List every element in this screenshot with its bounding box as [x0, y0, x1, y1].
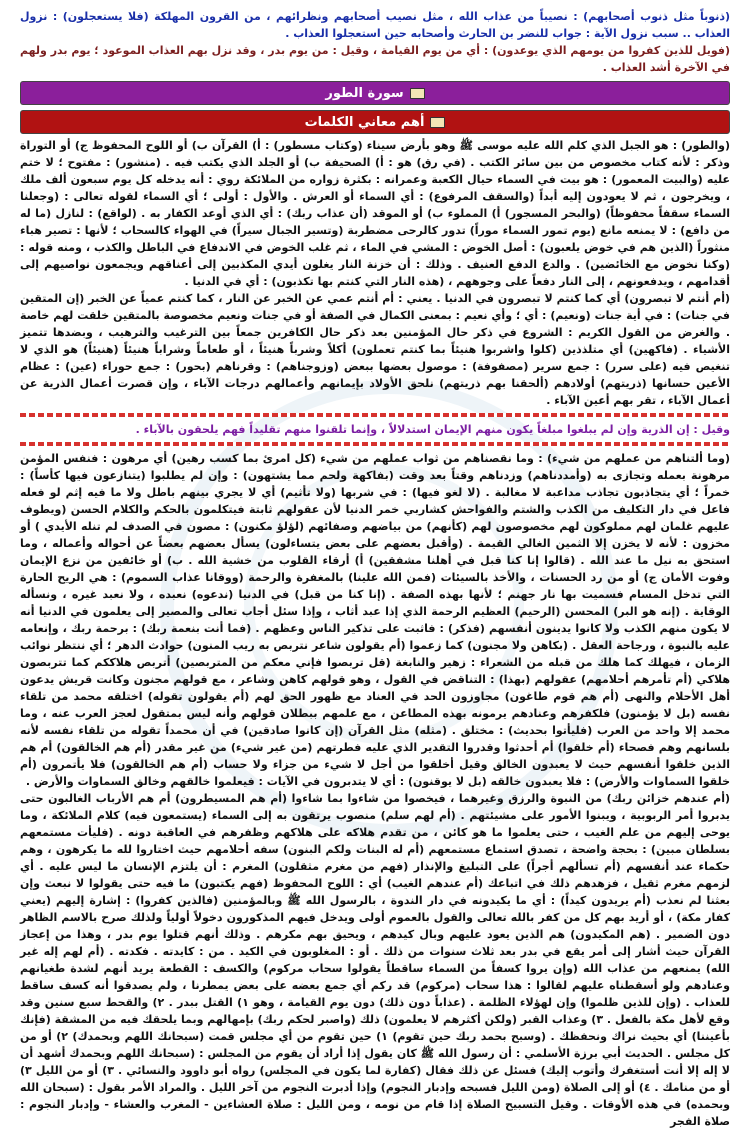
paragraph-4: (أم عندهم خزائن ربك) من النبوة والرزق وغيرهما ، فيخصوا من شاءوا بما شاءوا (أم هم المسيطرون) أم هم الأرباب الغالبون حتى يدبروا أمر الربوبية ، ويبنوا الأمور على مشيئتهم . (أم لهم سلم) منصوب يرتقون به إلى السماء (يستمعون فيه) كلام الملائكة ، وما يوحى إليهم من علم الغيب ، حتى يعلموا ما هو كائن ، من تقدم هلاكه على هلاكهم وظفرهم في العاقبة دونه . (فليأت مستمعهم بسلطان مبين) : بحجة واضحة ، تصدق استماع مستمعهم (أم له البنات ولكم البنون) سفه أحلامهم حيث اختاروا لله ما يكرهون ، وهم حكماء عند أنفسهم (أم تسألهم أجراً) على التبليغ والإنذار (فهم من مغرم مثقلون) المغرم : أن يلتزم الإنسان ما ليس عليه . أي لزمهم مغرم ثقيل ، فزهدهم ذلك في اتباعك (أم عندهم الغيب) أي : اللوح المحفوظ (فهم يكتبون) ما فيه حتى يقولوا لا نبعث وإن بعثنا لم نعذب (أم يريدون كيداً) : أي ما يكيدونه في دار الندوة ، بالرسول الله ﷺ وبالمؤمنين (فالذين كفروا) : إشارة إليهم (يعني كفار مكة) ، أو أريد بهم كل من كفر بالله تعالى والقول بالعموم أولى ويدخل فيهم المذكورون دخولاً أولياً ولذلك صرح بالاسم الظاهر دون الضمير . (هم المكيدون) هم الذين يعود عليهم وبال كيدهم ، ويحيق بهم مكرهم . وذلك أنهم قتلوا يوم بدر ، وهذا من إعجاز القرآن حيث أشار إلى أمر يقع في بدر بعد ثلاث سنوات من ذلك . أو : المغلوبون في الكيد . من : كايدته . فكدته . (أم لهم إله غير الله) يمنعهم من عذاب الله (وإن يروا كسفاً من السماء ساقطاً يقولوا سحاب مركوم) والكسف : القطعة يريد أنهم لشدة طغيانهم وعنادهم ولو أسقطناه عليهم لقالوا : هذا سحاب (مركوم) قد ركم أي جمع بعضه على بعض يمطرنا ، ولم يصدقوا أنه كسف ساقط للعذاب . (وإن للذين ظلموا) وإن لهؤلاء الظلمة . (عذاباً دون ذلك) دون يوم القيامة ، وهو ١) القتل ببدر . ٢) والقحط سبع سنين وقد وقع لأهل مكة بالفعل . ٣) وعذاب القبر (ولكن أكثرهم لا يعلمون) ذلك (واصبر لحكم ربك) بإمهالهم وبما يلحقك فيه من المشقة (فإنك بأعيننا) أي بحيث نراك ونحفظك . (وسبح بحمد ربك حين تقوم) ١) حين تقوم من أي مجلس قمت (سبحانك اللهم وبحمدك) ٢) أو من كل مجلس . الحديث أبي برزة الأسلمي : أن رسول الله ﷺ كان يقول إذا أراد أن يقوم من المجلس : (سبحانك اللهم وبحمدك أشهد أن لا إله إلا أنت أستغفرك وأتوب إليك) فسئل عن ذلك فقال (كفارة لما يكون في المجلس) رواه أبو داوود والنسائي . ٣) أو من الليل ٣) أو من منامك . ٤) أو إلى الصلاة (ومن الليل فسبحه وإدبار النجوم) وإذا أدبرت النجوم من آخر الليل . والمراد الأمر بقول : (سبحان الله وبحمده) في هذه الأوقات . وقيل التسبيح الصلاة إذا قام من نومه ، ومن الليل : صلاة العشاءين - المغرب والعشاء - وإدبار النجوم : صلاة الفجر [20, 792, 730, 1128]
surah-title-bar [20, 81, 730, 105]
surah-title: سورة الطور [325, 85, 404, 101]
intro-line-2: (فويل للذين كفروا من يومهم الذي يوعدون) : أي من يوم القيامة ، وقيل : من يوم بدر ، وقد نزل بهم العذاب الموعود ؛ يوم بدر ولهم في الآخرة أشد العذاب . [20, 44, 730, 74]
book-icon [430, 117, 445, 128]
book-icon [410, 88, 425, 99]
meanings-title-bar [20, 110, 730, 134]
paragraph-2: (أم أنتم لا تبصرون) أي كما كنتم لا تبصرون في الدنيا . يعني : أم أنتم عمي عن الخبر عن النار ، كما كنتم عمياً عن الخبر (إن المتقين في جنات) : في أية جنات (ونعيم) : أي ؛ وأي نعيم : بمعنى الكمال في الصفة أو في جنات ونعيم مخصوصة بالمتقين خلقت لهم خاصة . والغرض من القول الكريم : الشروع في ذكر حال المؤمنين بعد ذكر حال الكافرين جمعاً بين الترغيب والترهيب ، وبضدها تتميز الأشياء . (فاكهين) أي متلذذين (كلوا واشربوا هنيئاً بما كنتم تعملون) أكلاً وشرباً هنيئاً ، أو طعاماً وشراباً هنيئاً (هنيئاً) هو الذي لا تنغيص فيه (على سرر) : جمع سرير (مصفوفة) : موصول بعضها ببعض (وزوجناهم) : وقرناهم (بحور) : جمع حوراء (عين) : عظام الأعين حسانها (ذريتهم) أولادهم (ألحقنا بهم ذريتهم) نلحق الأولاد بإيمانهم وأعمالهم درجات الآباء ، وإن قصرت أعمال الذرية عن أعمال الآباء ، تقر بهم أعين الآباء . [20, 292, 730, 407]
paragraph-1: (والطور) : هو الجبل الذي كلم الله عليه موسى ﷺ وهو بأرض سيناء (وكتاب مسطور) : أ) القرآن ب) أو اللوح المحفوظ ج) أو التوراة وذكر : لأنه كتاب مخصوص من بين سائر الكتب . (في رق) هو : أ) الصحيفة ب) أو الجلد الذي يكتب فيه . (منشور) : مفتوح ؛ لا ختم عليه (والبيت المعمور) : هو بيت في السماء حيال الكعبة وعمرانه : بكثرة زواره من الملائكة روي : أنه يدخله كل يوم سبعون ألف ملك ، ويخرجون ، ثم لا يعودون إليه أبداً (والسقف المرفوع) : أي السماء أو العرش . والأول : أولى ؛ أي السماء لقوله تعالى : (وجعلنا السماء سقفاً محفوظاً) (والبحر المسجور) أ) المملوء ب) أو الموقد (أن عذاب ربك) : أي الذي أوعد الكفار به . (لواقع) : لنازل (ما له من دافع) : لا يمنعه مانع (يوم تمور السماء موراً) تدور كالرحى مضطربة (وتسير الجبال سيراً) في الهواء كالسحاب ؛ لأنها : تصير هباء منثوراً (الذين هم في خوض يلعبون) : أصل الخوض : المشي في الماء ، ثم غلب الخوض في الاندفاع في الباطل والكذب ، ومنه قوله : (وكنا نخوض مع الخائضين) . والدع الدفع العنيف . وذلك : أن خزنة النار يغلون أيدي المكذبين إلى أعناقهم ويجمعون نواصيهم إلى أقدامهم ، ويدفعونهم ، إلى النار دفعاً على وجوههم ، (هذه النار التي كنتم بها تكذبون) : أي في الدنيا . [20, 139, 730, 288]
divider [20, 413, 730, 417]
meanings-title: أهم معاني الكلمات [304, 114, 425, 130]
document-page [20, 8, 730, 1130]
divider [20, 442, 730, 446]
note-line: وقيل : إن الذرية وإن لم يبلغوا مبلغاً يكون منهم الإيمان استدلالاً ، وإنما تلقنوا منهم تقليداً فهم يلحقون بالآباء . [135, 423, 730, 436]
paragraph-3: (وما ألتناهم من عملهم من شيء) : وما نقصناهم من ثواب عملهم من شيء (كل امرئ بما كسب رهين) أي مرهون : فنفس المؤمن مرهونة بعمله وتجازى به (وأمددناهم) وزدناهم وقتاً بعد وقت (بفاكهة ولحم مما يشتهون) : وإن لم يطلبوا (يتنازعون فيها كأساً) : خمراً ؛ أي يتجاذبون تجاذب مداعبة لا مغالبة . (لا لغو فيها) : في شربها (ولا تأثيم) أي لا يجري بينهم باطل ولا ما فيه إثم لو فعله فاعل في دار التكليف من الكذب والشتم والفواحش كشاربي خمر الدنيا لأن عقولهم ثابتة فيتكلمون بالحكم والكلام الحسن (ويطوف عليهم غلمان لهم مملوكون لهم مخصوصون لهم (كأنهم) من بياضهم وصفائهم (لؤلؤ مكنون) : مصون في الصدف لم تنله الأيدي ) أو مخزون : لأنه لا يخزن إلا الثمين الغالي القيمة . (وأقبل بعضهم على بعض يتساءلون) يسأل بعضهم بعضاً عن أحواله وأعماله ، وما استحق به نيل ما عند الله . (قالوا إنا كنا قبل في أهلنا مشفقين) أ) أرقاء القلوب من خشية الله . ب) أو خائفين من نزع الإيمان وفوت الأمان ج) أو من رد الحسنات ، والأخذ بالسيئات (فمن الله علينا) بالمغفرة والرحمة (ووقانا عذاب السموم) : هي الريح الحارة التي تدخل المسام فسميت بها نار جهنم ؛ لأنها بهذه الصفة . (إنا كنا من قبل) في الدنيا (ندعوه) نعبده ، ولا نعبد غيره ، ونسأله الوقاية . (إنه هو البر) المحسن (الرحيم) العظيم الرحمة الذي إذا عبد أثاب ، وإذا سئل أجاب تعالى والمصير إلى يعلمون في الدنيا أنه لا يكون منهم الكذب ولا كانوا يدينون أنفسهم (فذكر) : فاثبت على تذكير الناس وعظهم . (فما أنت بنعمة ربك) : برحمة ربك ، وإنعامه عليه بالنبوة ، ورجاحة العقل . (بكاهن ولا مجنون) كما زعموا (أم يقولون شاعر نتربص به ريب المنون) حوادث الدهر ؛ أي ننتظر نوائب الزمان ، فيهلك كما هلك من قبله من الشعراء : زهير والنابغة (قل تربصوا فإني معكم من المتربصين) أتربص هلاككم كما تتربصون هلاكي (أم تأمرهم أحلامهم) عقولهم (بهذا) : التناقض في القول ، وهو قولهم كاهن وشاعر ، مع قولهم مجنون وكانت قريش يدعون أهل الأحلام والنهى (أم هم قوم طاغون) مجاوزون الحد في العناد مع ظهور الحق لهم (أم يقولون تقوله) اختلقه محمد من تلقاء نفسه (بل لا يؤمنون) فلكفرهم وعنادهم يرمونه بهذه المطاعن ، مع علمهم ببطلان قولهم وأنه ليس بمتقول لعجز العرب عنه ، وما محمد إلا واحد من العرب (فليأتوا بحديث) : مختلق . (مثله) مثل القرآن (إن كانوا صادقين) في أن محمداً تقوله من تلقاء نفسه لأنه بلسانهم وهم فصحاء (أم خلقوا) أم أحدثوا وقدروا التقدير الذي عليه فطرتهم (من غير شيء) من غير مقدر (أم هم الخالقون) أم هم الذين خلقوا أنفسهم حيث لا يعبدون الخالق وقيل أخلقوا من أجل لا شيء من جزاء ولا حساب (أم هم الخالقون) فلا يأتمرون (أم خلقوا السماوات والأرض) : فلا يعبدون خالقه (بل لا يوقنون) : أي لا يتدبرون في الآيات : فيعلموا خالقهم وخالق السماوات والأرض . [20, 452, 730, 788]
intro-line-1: (ذنوباً مثل ذنوب أصحابهم) : نصيباً من عذاب الله ، مثل نصيب أصحابهم ونظرائهم ، من القرون المهلكة (فلا يستعجلون) : نزول العذاب .. سبب نزول الآية : جواب للنضر بن الحارث وأصحابه حين استعجلوا العذاب . [20, 10, 730, 40]
